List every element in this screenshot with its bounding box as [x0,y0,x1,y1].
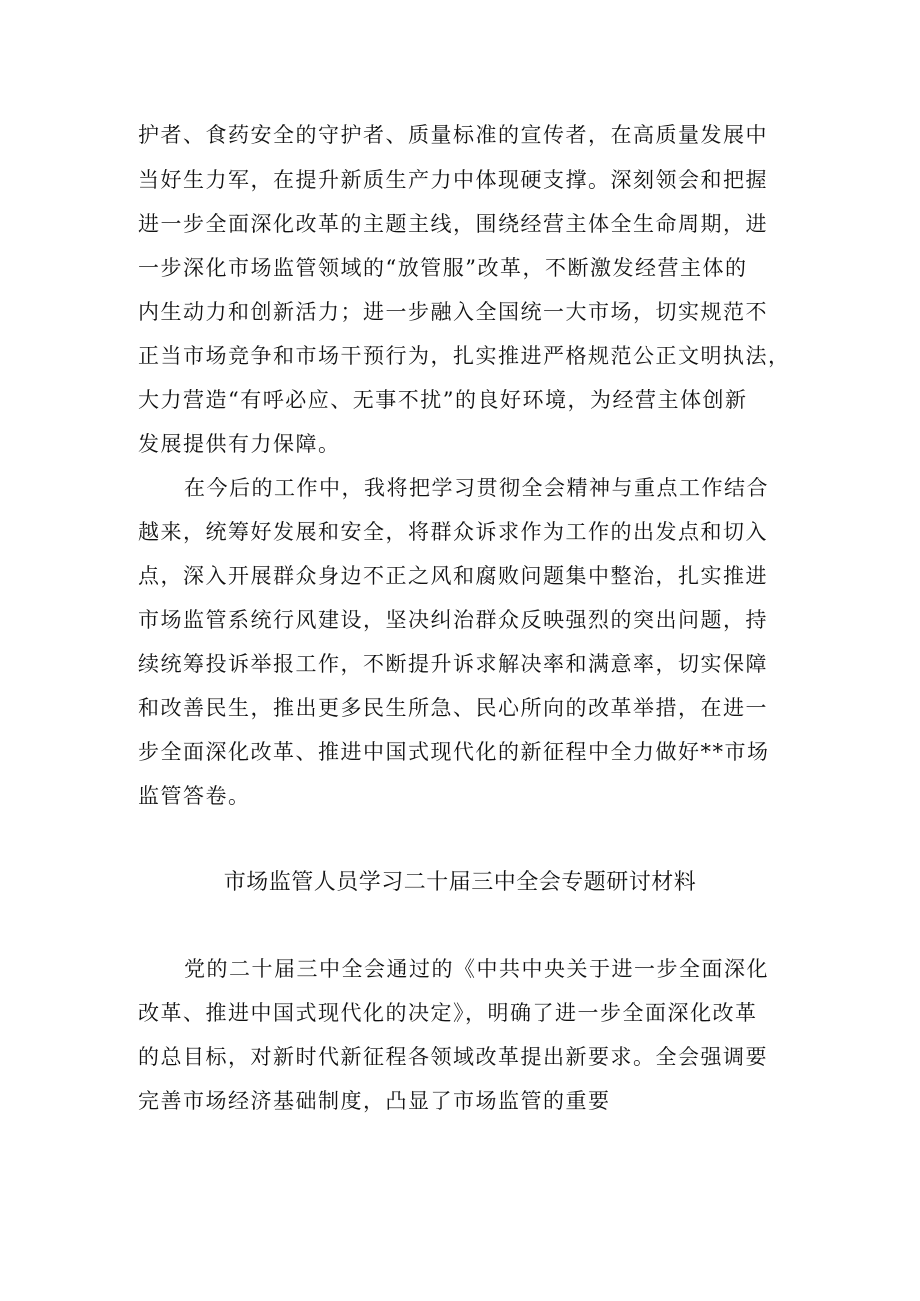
paragraph-1-line: 大力营造“有呼必应、无事不扰”的良好环境，为经营主体创新 [138,388,748,412]
paragraph-3-line: 改革、推进中国式现代化的决定》，明确了进一步全面深化改革 [138,1001,758,1025]
paragraph-1-line: 发展提供有力保障。 [138,432,341,456]
paragraph-1-line: 一步深化市场监管领域的“放管服”改革，不断激发经营主体的 [138,256,748,280]
paragraph-2-line: 和改善民生，推出更多民生所急、民心所向的改革举措，在进一 [138,696,768,720]
paragraph-2-line: 续统筹投诉举报工作，不断提升诉求解决率和满意率，切实保障 [138,652,768,676]
paragraph-1-line: 进一步全面深化改革的主题主线，围绕经营主体全生命周期，进 [138,212,768,236]
paragraph-3-line: 党的二十届三中全会通过的《中共中央关于进一步全面深化 [184,957,769,981]
paragraph-3-line: 完善市场经济基础制度，凸显了市场监管的重要 [138,1089,611,1113]
paragraph-1-line: 内生动力和创新活力；进一步融入全国统一大市场，切实规范不 [138,300,768,324]
paragraph-3-line: 的总目标，对新时代新征程各领域改革提出新要求。全会强调要 [138,1045,768,1069]
paragraph-2-line: 监管答卷。 [138,784,251,808]
paragraph-2-line: 点，深入开展群众身边不正之风和腐败问题集中整治，扎实推进 [138,564,768,588]
paragraph-1-line: 当好生力军，在提升新质生产力中体现硬支撑。深刻领会和把握 [138,168,768,192]
paragraph-2-line: 市场监管系统行风建设，坚决纠治群众反映强烈的突出问题，持 [138,608,768,632]
paragraph-1-line: 正当市场竞争和市场干预行为，扎实推进严格规范公正文明执法， [138,344,791,368]
section-title: 市场监管人员学习二十届三中全会专题研讨材料 [223,870,697,895]
paragraph-2-line: 在今后的工作中，我将把学习贯彻全会精神与重点工作结合 [184,476,769,500]
paragraph-2-line: 步全面深化改革、推进中国式现代化的新征程中全力做好**市场 [138,740,770,764]
paragraph-1-line: 护者、食药安全的守护者、质量标准的宣传者，在高质量发展中 [138,123,768,147]
paragraph-2-line: 越来，统筹好发展和安全，将群众诉求作为工作的出发点和切入 [138,520,768,544]
